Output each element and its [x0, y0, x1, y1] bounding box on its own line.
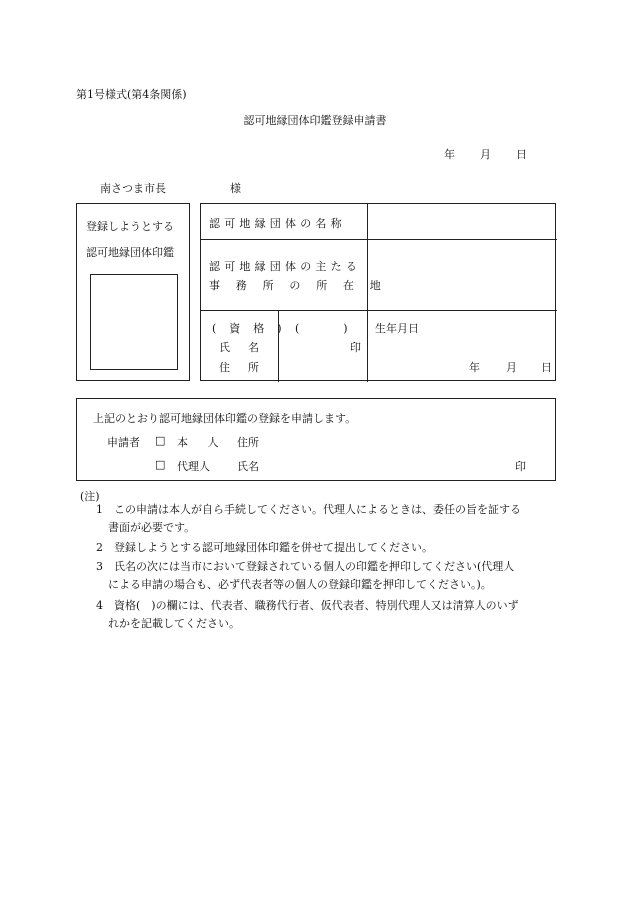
recipient-honorific: 様 — [230, 182, 241, 195]
birth-day: 日 — [541, 361, 552, 374]
representative-seal-mark: 印 — [350, 341, 361, 354]
date-year: 年 — [444, 148, 455, 161]
note-item — [96, 501, 556, 537]
notes-heading: (注) — [80, 490, 100, 503]
birth-date-label: 生年月日 — [375, 322, 419, 335]
applicant-name-label: 氏名 — [237, 460, 259, 473]
representative-name-label: 氏名 — [219, 341, 277, 354]
agent-label: 代理人 — [177, 460, 210, 473]
note-item — [96, 597, 556, 633]
note-text-cont: れかを記載してください。 — [108, 617, 240, 630]
note-text-cont: による申請の場合も、必ず代表者等の個人の登録印鑑を押印してください。)。 — [108, 578, 492, 591]
birth-year: 年 — [469, 361, 480, 374]
qualification-label: (資格) — [212, 322, 295, 335]
note-text: 3 氏名の次には当市において登録されている個人の印鑑を押印してください(代理人 — [96, 560, 515, 573]
note-item — [96, 558, 556, 594]
form-number: 第1号様式(第4条関係) — [76, 88, 187, 101]
applicant-label: 申請者 — [107, 436, 140, 449]
table-divider-1 — [201, 239, 557, 240]
office-address-label-1: 認可地縁団体の主たる — [209, 260, 361, 273]
qualification-field[interactable]: ( ) — [295, 322, 348, 335]
applicant-seal-mark: 印 — [515, 460, 526, 473]
applicant-address-label: 住所 — [237, 436, 259, 449]
seal-box — [76, 203, 190, 381]
table-divider-2 — [201, 310, 557, 311]
date-month: 月 — [480, 148, 491, 161]
note-text: 4 資格( )の欄には、代表者、職務代行者、仮代表者、特別代理人又は清算人のいず — [96, 599, 519, 612]
date-day: 日 — [516, 148, 527, 161]
group-name-label: 認可地縁団体の名称 — [209, 217, 346, 230]
birth-month: 月 — [506, 361, 517, 374]
seal-stamp-area — [90, 274, 178, 370]
recipient-name: 南さつま市長 — [100, 182, 166, 195]
application-statement: 上記のとおり認可地縁団体印鑑の登録を申請します。 — [93, 412, 357, 425]
agent-checkbox[interactable]: □ — [155, 458, 166, 471]
self-label: 本 人 — [177, 436, 227, 449]
note-text: 2 登録しようとする認可地縁団体印鑑を併せて提出してください。 — [96, 541, 433, 554]
page-title: 認可地縁団体印鑑登録申請書 — [243, 114, 387, 127]
note-text-cont: 書面が必要です。 — [108, 521, 196, 534]
note-item — [96, 539, 556, 557]
table-divider-vertical — [367, 204, 368, 382]
note-text: 1 この申請は本人が自ら手続してください。代理人によるときは、委任の旨を証する — [96, 503, 521, 516]
applicant-table — [200, 203, 556, 381]
seal-box-label-1: 登録しようとする — [86, 220, 174, 233]
application-box — [76, 398, 556, 481]
representative-address-label: 住所 — [219, 361, 277, 374]
office-address-label-2: 事務所の所在地 — [209, 279, 397, 292]
self-checkbox[interactable]: □ — [155, 434, 166, 447]
seal-box-label-2: 認可地縁団体印鑑 — [86, 246, 174, 259]
